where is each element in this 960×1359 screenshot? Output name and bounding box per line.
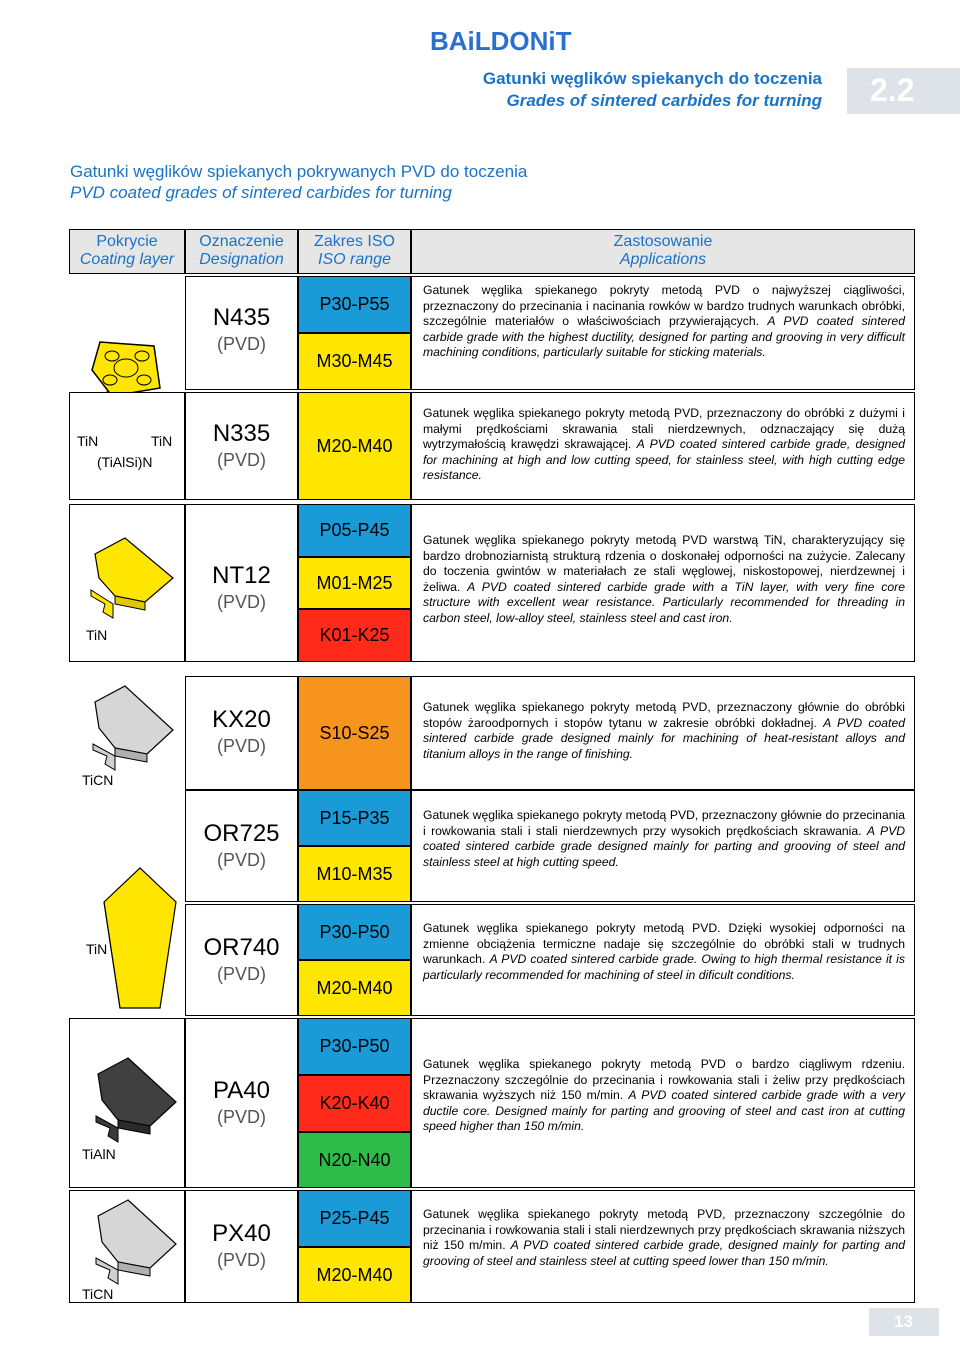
iso-range-k: K20-K40 — [298, 1075, 411, 1132]
iso-range-p: P30-P55 — [298, 276, 411, 333]
application-text — [423, 283, 905, 361]
iso-range-m: M20-M40 — [298, 960, 411, 1016]
iso-range-n: N20-N40 — [298, 1132, 411, 1188]
coating-label: (TiAlSi)N — [97, 454, 153, 470]
application-pl: Gatunek węglika spiekanego pokryty metodą PVD warstwą TiN, charakteryzujący się bardzo drobnoziarnistą strukturą rdzenia o doskonałej odporności na zużycie. Zalecany do toczenia gwintów w materiałach ze stali węglowej, niskostopowej, nierdzewnej i żeliwa. — [423, 533, 905, 594]
header-applications — [411, 229, 915, 274]
grade-n335 — [185, 420, 298, 471]
grade-name: PX40 — [212, 1220, 271, 1247]
application-en: A PVD coated sintered carbide grade designed mainly for machining of heat-resistant alloys and titanium alloys in the range of finishing. — [423, 715, 905, 761]
application-pl: Gatunek węglika spiekanego pokryty metodą PVD o bardzo ciągliwym rdzeniu. Przeznaczony szczególnie do przecinania i rowkowania stali i żeliw przy prędkościach skrawania wyższych niż 150 m/min. — [423, 1057, 905, 1102]
grade-name: PA40 — [213, 1077, 270, 1104]
insert-pa40-icon — [88, 1052, 180, 1144]
coating-label: TiN — [77, 433, 99, 449]
application-pl: Gatunek węglika spiekanego pokryty metodą PVD. Dzięki wysokiej odporności na zmienne obciążenia termiczne nadaje się szczególnie do obróbki stali w trudnych warunkach. — [423, 921, 905, 966]
section-number: 2.2 — [870, 72, 915, 108]
application-text — [423, 921, 905, 983]
header-title-pl: Gatunki węglików spiekanych do toczenia — [482, 69, 822, 88]
iso-range-k: K01-K25 — [298, 609, 411, 662]
header-coating-en: Coating layer — [79, 251, 175, 268]
header-coating — [69, 229, 185, 274]
header-designation-pl: Oznaczenie — [199, 233, 284, 250]
application-en: A PVD coated sintered carbide grade designed mainly for parting and grooving of steel and stainless steel at high cutting speed. — [423, 823, 905, 869]
subtitle-en: PVD coated grades of sintered carbides for turning — [70, 183, 452, 202]
iso-range-m: M20-M40 — [298, 392, 411, 500]
application-text — [423, 406, 905, 484]
grade-nt12 — [185, 562, 298, 613]
iso-range-m: M01-M25 — [298, 557, 411, 609]
application-en: A PVD coated sintered carbide grade with the highest ductility, designed for parting and grooving in very difficult machining conditions, particularly suitable for sticking materials. — [423, 314, 905, 359]
application-pl: Gatunek węglika spiekanego pokryty metodą PVD o najwyższej ciągliwości, przeznaczony do przecinania i nacinania rowków w bardzo trudnych warunkach obróbki, szczególnie materiałów o właściwościach przywierających. — [423, 283, 905, 328]
application-text — [423, 533, 905, 626]
grade-kx20 — [185, 706, 298, 757]
iso-range-p: P25-P45 — [298, 1190, 411, 1247]
header-applications-en: Applications — [619, 251, 707, 268]
application-pl: Gatunek węglika spiekanego pokryty metodą PVD, przeznaczony szczególnie do przecinania i rowkowania stali i stali nierdzewnych przy prędkościach skrawania niższych niż 150 m/min. — [423, 1207, 905, 1252]
grade-name: OR725 — [203, 820, 280, 847]
application-en: A PVD coated sintered carbide grade. Owing to high thermal resistance it is particularly recommended for machining of steel in dificult conditions. — [423, 952, 905, 982]
grade-px40 — [185, 1220, 298, 1271]
header-iso-pl: Zakres ISO — [314, 233, 395, 250]
application-en: A PVD coated sintered carbide grade, designed mainly for parting and grooving of steel and stainless steel at cutting speed lower than 150 m/min. — [423, 1238, 906, 1268]
application-en: A PVD coated sintered carbide grade with a TiN layer, with very fine core structure with excellent wear resistance. Particularly recommended for threading in carbon steel, low-alloy steel, stainless steel and cast iron. — [423, 579, 905, 625]
insert-nt12-icon — [85, 530, 177, 620]
header-applications-pl: Zastosowanie — [613, 233, 713, 250]
page-number: 13 — [894, 1312, 913, 1331]
grade-pa40 — [185, 1077, 298, 1128]
header-iso-en: ISO range — [318, 251, 391, 268]
grade-name: N335 — [212, 420, 271, 447]
grade-pvd: (PVD) — [217, 1250, 266, 1270]
insert-px40-icon — [88, 1194, 180, 1286]
coating-label: TiN — [86, 941, 108, 957]
application-pl: Gatunek węglika spiekanego pokryty metodą PVD, przeznaczony głównie do przecinania i rowkowania stali i stali nierdzewnych przy wysokich prędkościach skrawania. — [423, 808, 905, 838]
iso-range-s: S10-S25 — [298, 676, 411, 790]
application-text — [423, 808, 905, 870]
application-pl: Gatunek węglika spiekanego pokryty metodą PVD, przeznaczony do obróbki z dużymi i małymi prędkościami skrawania stali nierdzewnych, odznaczający się dużą wytrzymałością krawędzi skrawającej. — [423, 406, 905, 451]
brand-logo: BAiLDONiT — [430, 26, 572, 56]
coating-label: TiN — [86, 627, 108, 643]
subtitle-pl: Gatunki węglików spiekanych pokrywanych PVD do toczenia — [70, 162, 528, 181]
insert-kx20-icon — [85, 680, 177, 772]
grade-pvd: (PVD) — [217, 850, 266, 870]
header-iso — [298, 229, 411, 274]
iso-range-p: P30-P50 — [298, 1018, 411, 1075]
application-pl: Gatunek węglika spiekanego pokryty metodą PVD, przeznaczony głównie do obróbki stopów żaroodpornych i stopów tytanu w zakresie obróbki dokładnej. — [423, 700, 905, 730]
grade-pvd: (PVD) — [217, 592, 266, 612]
header-designation — [185, 229, 298, 274]
application-en: A PVD coated sintered carbide grade, designed for machining at high and low cutting speed, for stainless steel, with high cutting edge resistance. — [423, 437, 905, 482]
iso-range-p: P05-P45 — [298, 504, 411, 557]
application-text — [423, 700, 905, 762]
iso-range-p: P15-P35 — [298, 790, 411, 846]
grade-n435 — [185, 304, 298, 355]
coating-label: TiN — [151, 433, 173, 449]
grade-pvd: (PVD) — [217, 964, 266, 984]
grade-pvd: (PVD) — [217, 1107, 266, 1127]
iso-range-m: M20-M40 — [298, 1247, 411, 1303]
application-text — [423, 1207, 905, 1269]
coating-label: TiAlN — [82, 1146, 116, 1162]
grade-or740 — [185, 934, 298, 985]
grade-name: NT12 — [212, 562, 271, 589]
coating-label: TiCN — [82, 1286, 114, 1302]
insert-or725-icon — [100, 862, 180, 1012]
application-en: A PVD coated sintered carbide grade with a very ductile core. Designed mainly for parting and grooving of steel and cast iron at cutting speed higher than 150 m/min. — [423, 1088, 905, 1133]
grade-pvd: (PVD) — [217, 334, 266, 354]
iso-range-p: P30-P50 — [298, 904, 411, 960]
grade-or725 — [185, 820, 298, 871]
iso-range-m: M10-M35 — [298, 846, 411, 902]
coating-label: TiCN — [82, 772, 114, 788]
grade-pvd: (PVD) — [217, 736, 266, 756]
grade-name: N435 — [212, 304, 271, 331]
header-coating-pl: Pokrycie — [96, 233, 158, 250]
header-designation-en: Designation — [199, 251, 284, 268]
grade-name: KX20 — [212, 706, 271, 733]
application-text — [423, 1057, 905, 1135]
grade-pvd: (PVD) — [217, 450, 266, 470]
header-title-en: Grades of sintered carbides for turning — [506, 91, 822, 110]
grade-name: OR740 — [203, 934, 280, 961]
iso-range-m: M30-M45 — [298, 333, 411, 390]
